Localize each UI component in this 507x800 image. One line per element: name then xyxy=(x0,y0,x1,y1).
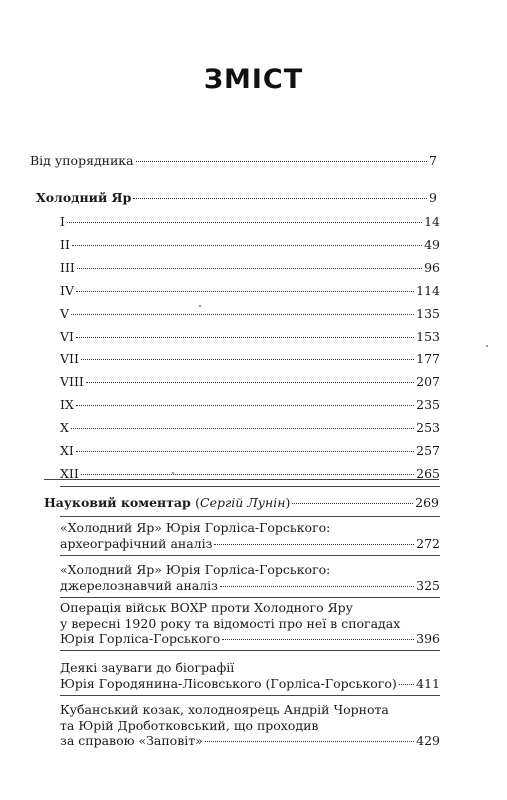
toc-page-number: 177 xyxy=(416,351,440,367)
toc-page-number: 265 xyxy=(416,465,440,481)
dot-leader xyxy=(72,245,422,246)
toc-entry-label: Від упорядника xyxy=(30,153,134,168)
toc-article-title-line: «Холодний Яр» Юрія Горліса-Горського: xyxy=(60,520,331,535)
dot-leader xyxy=(71,314,414,315)
toc-entry-label: Холодний Яр xyxy=(36,190,132,205)
toc-entry-chapter xyxy=(60,214,440,230)
toc-entry-chapter xyxy=(60,237,440,253)
page-title: ЗМІСТ xyxy=(203,64,304,95)
toc-entry-chapter xyxy=(60,260,440,276)
toc-entry-label: VIII xyxy=(60,374,84,390)
toc-article-title-line: за справою «Заповіт» xyxy=(60,733,203,748)
toc-page-number: 14 xyxy=(424,214,440,229)
toc-entry-chapter xyxy=(60,306,440,322)
toc-entry-chapter xyxy=(60,374,440,390)
toc-entry-commentary xyxy=(44,495,439,511)
toc-entry-main xyxy=(36,190,437,206)
dot-leader xyxy=(136,161,427,162)
toc-entry-label: VI xyxy=(60,328,74,344)
section-divider xyxy=(60,486,440,487)
toc-entry-label: IX xyxy=(60,397,74,413)
toc-entry-chapter xyxy=(60,283,440,299)
toc-page-number: 153 xyxy=(416,328,440,344)
dot-leader xyxy=(222,639,414,640)
toc-article-title-line: Операція військ ВОХР проти Холодного Яру xyxy=(60,600,354,615)
toc-page-number: 429 xyxy=(416,733,440,748)
toc-page-number: 325 xyxy=(416,577,440,593)
section-divider xyxy=(60,597,440,598)
commentary-author: Сергій Лунін xyxy=(200,495,286,510)
toc-page-number: 9 xyxy=(429,190,437,205)
toc-page-number: 207 xyxy=(416,374,440,390)
toc-page-number: 396 xyxy=(416,631,440,646)
scan-speck xyxy=(172,472,174,474)
toc-entry-chapter xyxy=(60,443,440,459)
toc-entry-label: I xyxy=(60,214,65,229)
section-divider xyxy=(60,695,440,696)
toc-page-number: 257 xyxy=(416,443,440,458)
toc-page-number: 114 xyxy=(416,282,440,298)
toc-article-title-line: Деякі зауваги до біографії xyxy=(60,660,235,675)
toc-page-number: 411 xyxy=(416,675,440,691)
toc-entry-article xyxy=(60,536,440,552)
dot-leader xyxy=(133,198,427,199)
toc-page-number: 235 xyxy=(416,397,440,413)
dot-leader xyxy=(67,222,422,223)
toc-article-title-line: Юрія Горліса-Горського xyxy=(60,631,221,646)
toc-page-number: 253 xyxy=(416,420,440,436)
dot-leader xyxy=(76,451,414,452)
section-divider xyxy=(60,516,440,517)
dot-leader xyxy=(76,291,414,292)
toc-entry-chapter xyxy=(60,397,440,413)
toc-article-title-line: Кубанський козак, холодноярець Андрій Чорнота xyxy=(60,702,389,717)
dot-leader xyxy=(81,359,414,360)
toc-entry-label: IV xyxy=(60,282,74,298)
dot-leader xyxy=(214,544,414,545)
dot-leader xyxy=(205,741,414,742)
scan-speck xyxy=(199,305,201,307)
section-divider xyxy=(44,479,439,480)
toc-entry-chapter xyxy=(60,420,440,436)
toc-article-title-line: Юрія Городянина-Лісовського (Горліса-Горського) xyxy=(60,675,397,691)
toc-entry-article xyxy=(60,676,440,692)
dot-leader xyxy=(86,382,414,383)
dot-leader xyxy=(76,405,414,406)
toc-page-number: 135 xyxy=(416,305,440,321)
toc-entry-chapter xyxy=(60,351,440,367)
toc-entry-label: Науковий коментар (Сергій Лунін) xyxy=(44,495,291,510)
toc-entry-chapter xyxy=(60,329,440,345)
toc-article-title-line: та Юрій Дроботковський, що проходив xyxy=(60,717,319,733)
dot-leader xyxy=(81,474,414,475)
toc-entry-label: XI xyxy=(60,443,74,458)
commentary-title: Науковий коментар xyxy=(44,495,191,510)
toc-article-title-line: у вересні 1920 року та відомості про неї в спогадах xyxy=(60,615,401,631)
toc-entry-label: VII xyxy=(60,351,79,367)
toc-entry-preface xyxy=(30,153,437,169)
toc-article-title-line: джерелознавчий аналіз xyxy=(60,577,218,593)
toc-page-number: 7 xyxy=(429,153,437,168)
toc-entry-label: II xyxy=(60,236,70,252)
section-divider xyxy=(60,650,440,651)
toc-entry-label: III xyxy=(60,259,75,275)
toc-page-number: 272 xyxy=(416,535,440,551)
toc-entry-article xyxy=(60,578,440,594)
toc-article-title-line: археографічний аналіз xyxy=(60,535,213,551)
dot-leader xyxy=(71,428,414,429)
dot-leader xyxy=(77,268,422,269)
toc-entry-article xyxy=(60,631,440,647)
toc-entry-label: X xyxy=(60,420,69,436)
dot-leader xyxy=(292,503,413,504)
toc-page-number: 269 xyxy=(415,495,439,510)
toc-page-number: 49 xyxy=(424,236,440,252)
toc-page-number: 96 xyxy=(424,259,440,275)
scan-speck xyxy=(486,345,488,347)
section-divider xyxy=(60,555,440,556)
toc-entry-label: V xyxy=(60,305,70,321)
dot-leader xyxy=(76,337,414,338)
toc-entry-label: XII xyxy=(60,465,79,481)
toc-entry-article xyxy=(60,733,440,749)
toc-article-title-line: «Холодний Яр» Юрія Горліса-Горського: xyxy=(60,562,331,577)
dot-leader xyxy=(399,684,414,685)
dot-leader xyxy=(220,586,414,587)
